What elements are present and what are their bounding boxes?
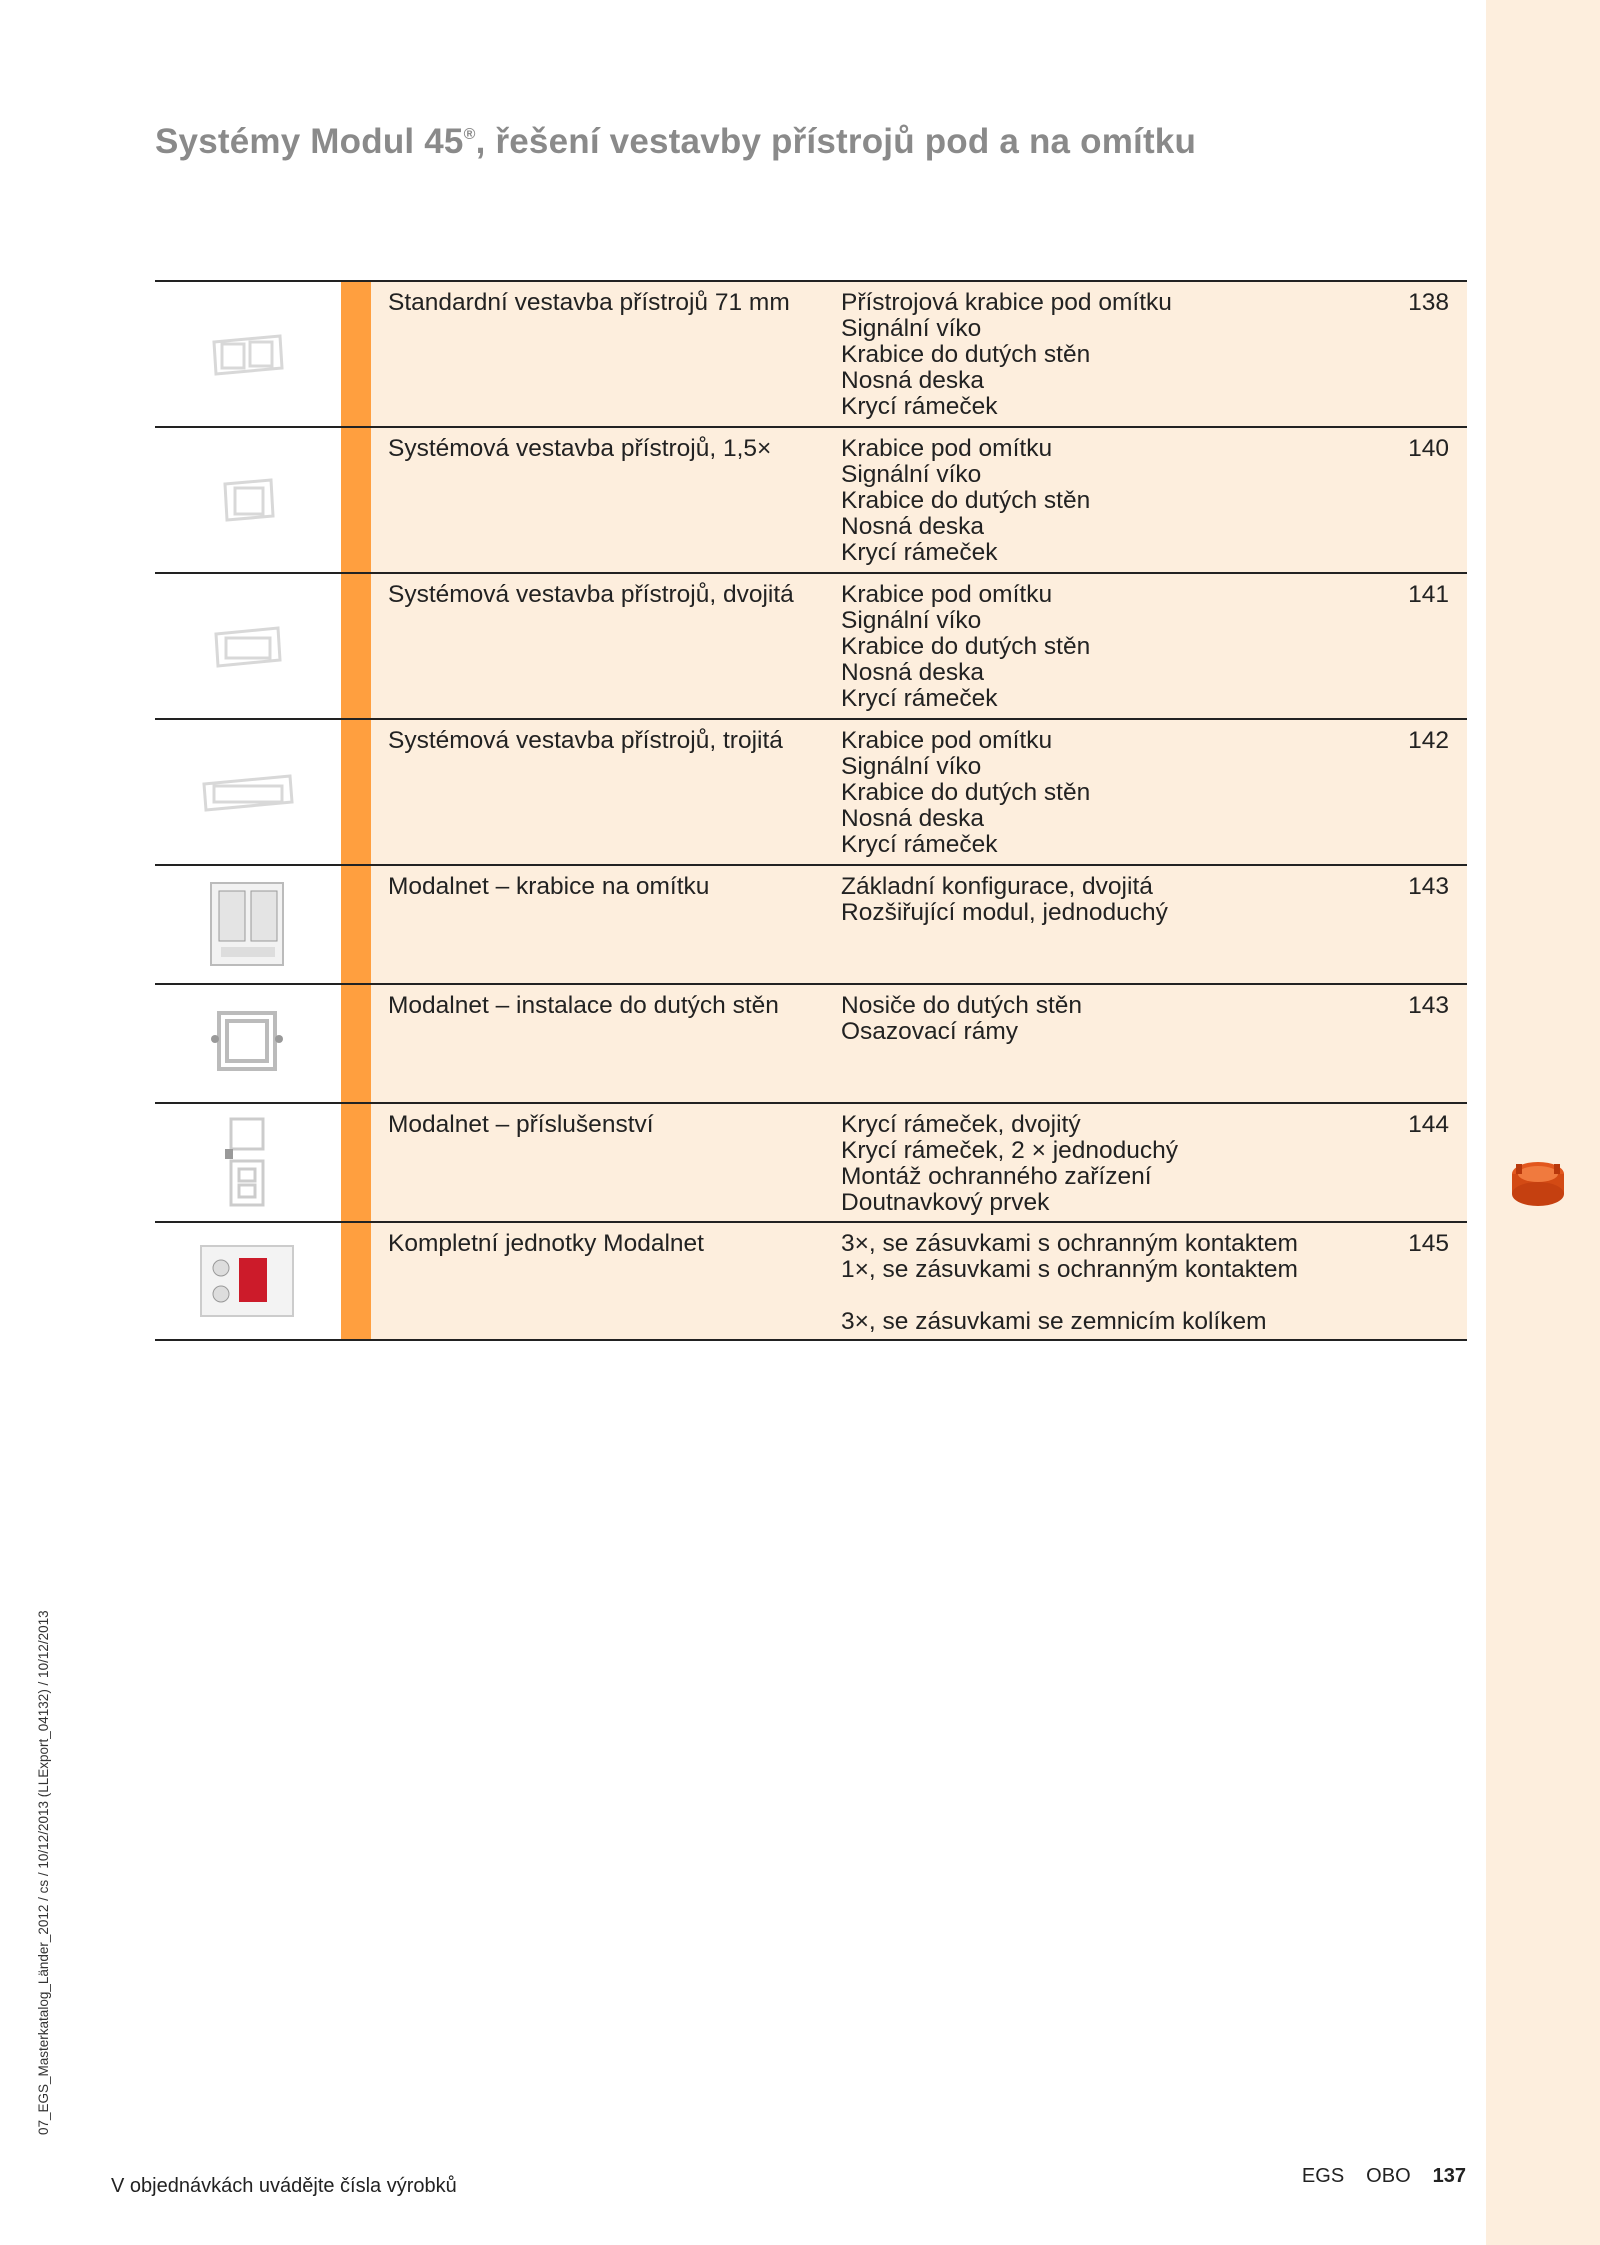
row-category: Modalnet – instalace do dutých stěn [388, 992, 779, 1019]
table-row [155, 1221, 1467, 1341]
row-item: Nosná deska [841, 367, 985, 394]
row-category: Systémová vestavba přístrojů, dvojitá [388, 581, 794, 608]
row-item: Nosná deska [841, 659, 985, 686]
row-items [841, 582, 1090, 712]
row-item: Základní konfigurace, dvojitá [841, 873, 1153, 900]
row-item: Signální víko [841, 315, 982, 342]
row-page-ref: 140 [1408, 435, 1449, 462]
row-item: Signální víko [841, 461, 982, 488]
complete-unit-icon [155, 1223, 340, 1339]
row-page-ref: 138 [1408, 289, 1449, 316]
row-items [841, 436, 1090, 566]
row-item: 3×, se zásuvkami se zemnicím kolíkem [841, 1308, 1267, 1335]
table-row [155, 864, 1467, 983]
row-items [841, 1231, 1298, 1335]
frame-double-icon [155, 282, 340, 426]
row-item [841, 1283, 1298, 1309]
row-accent-stripe [341, 282, 371, 426]
row-category: Systémová vestavba přístrojů, 1,5× [388, 435, 772, 462]
footer-note: V objednávkách uvádějte čísla výrobků [111, 2175, 457, 2197]
row-item: Krycí rámeček [841, 831, 998, 858]
row-page-ref: 143 [1408, 992, 1449, 1019]
table-row [155, 1102, 1467, 1221]
side-print-info: 07_EGS_Masterkatalog_Länder_2012 / cs / 10/12/2013 (LLExport_04132) / 10/12/2013 [36, 1610, 51, 2135]
row-accent-stripe [341, 985, 371, 1102]
row-item: Krycí rámeček, dvojitý [841, 1111, 1081, 1138]
row-item: Krabice pod omítku [841, 435, 1053, 462]
row-item: Krycí rámeček [841, 393, 998, 420]
row-page-ref: 145 [1408, 1230, 1449, 1257]
row-items [841, 290, 1172, 420]
row-item: Montáž ochranného zařízení [841, 1163, 1152, 1190]
row-items [841, 993, 1082, 1045]
row-accent-stripe [341, 428, 371, 572]
table-row [155, 718, 1467, 864]
row-page-ref: 143 [1408, 873, 1449, 900]
row-item: Krabice do dutých stěn [841, 779, 1091, 806]
footer-pagination [1302, 2165, 1466, 2188]
row-items [841, 874, 1168, 926]
row-item: Signální víko [841, 607, 982, 634]
row-item: Krabice do dutých stěn [841, 487, 1091, 514]
row-item: Rozšiřující modul, jednoduchý [841, 899, 1168, 926]
row-category: Modalnet – krabice na omítku [388, 873, 710, 900]
footer-section: EGS [1301, 2165, 1345, 2187]
catalog-table [155, 280, 1467, 1341]
row-accent-stripe [341, 720, 371, 864]
row-item: Nosiče do dutých stěn [841, 992, 1083, 1019]
row-item: Krycí rámeček [841, 539, 998, 566]
row-item: Doutnavkový prvek [841, 1189, 1050, 1216]
row-item: Přístrojová krabice pod omítku [841, 289, 1172, 316]
row-item: Nosná deska [841, 805, 985, 832]
surface-box-icon [155, 866, 340, 983]
table-row [155, 280, 1467, 426]
row-items [841, 728, 1090, 858]
frame-single-icon [155, 428, 340, 572]
row-item: Krycí rámeček, 2 × jednoduchý [841, 1137, 1179, 1164]
row-accent-stripe [341, 1223, 371, 1339]
row-item: 1×, se zásuvkami s ochranným kontaktem [841, 1256, 1298, 1283]
row-item: Krabice do dutých stěn [841, 341, 1091, 368]
row-accent-stripe [341, 574, 371, 718]
row-page-ref: 141 [1408, 581, 1449, 608]
row-items [841, 1112, 1178, 1216]
orange-box-icon [1508, 1152, 1568, 1217]
cavity-carrier-icon [155, 985, 340, 1102]
row-category: Modalnet – příslušenství [388, 1111, 654, 1138]
accessory-frame-icon [155, 1104, 340, 1221]
row-item: Nosná deska [841, 513, 985, 540]
row-page-ref: 142 [1408, 727, 1449, 754]
row-item: Krabice do dutých stěn [841, 633, 1091, 660]
table-row [155, 983, 1467, 1102]
row-item: Krabice pod omítku [841, 727, 1053, 754]
row-category: Standardní vestavba přístrojů 71 mm [388, 289, 790, 316]
frame-triple-icon [155, 720, 340, 864]
row-category: Kompletní jednotky Modalnet [388, 1230, 704, 1257]
row-item: Krycí rámeček [841, 685, 998, 712]
table-row [155, 572, 1467, 718]
table-row [155, 426, 1467, 572]
frame-double-wide-icon [155, 574, 340, 718]
row-item: Osazovací rámy [841, 1018, 1018, 1045]
row-accent-stripe [341, 866, 371, 983]
row-item: 3×, se zásuvkami s ochranným kontaktem [841, 1230, 1298, 1257]
footer-brand: OBO [1366, 2165, 1411, 2187]
row-item: Krabice pod omítku [841, 581, 1053, 608]
footer-page-number: 137 [1432, 2165, 1466, 2187]
page-title: Systémy Modul 45®, řešení vestavby přístrojů pod a na omítku [155, 122, 1197, 161]
row-item: Signální víko [841, 753, 982, 780]
row-accent-stripe [341, 1104, 371, 1221]
right-margin-band [1486, 0, 1600, 2245]
row-page-ref: 144 [1408, 1111, 1449, 1138]
row-category: Systémová vestavba přístrojů, trojitá [388, 727, 783, 754]
